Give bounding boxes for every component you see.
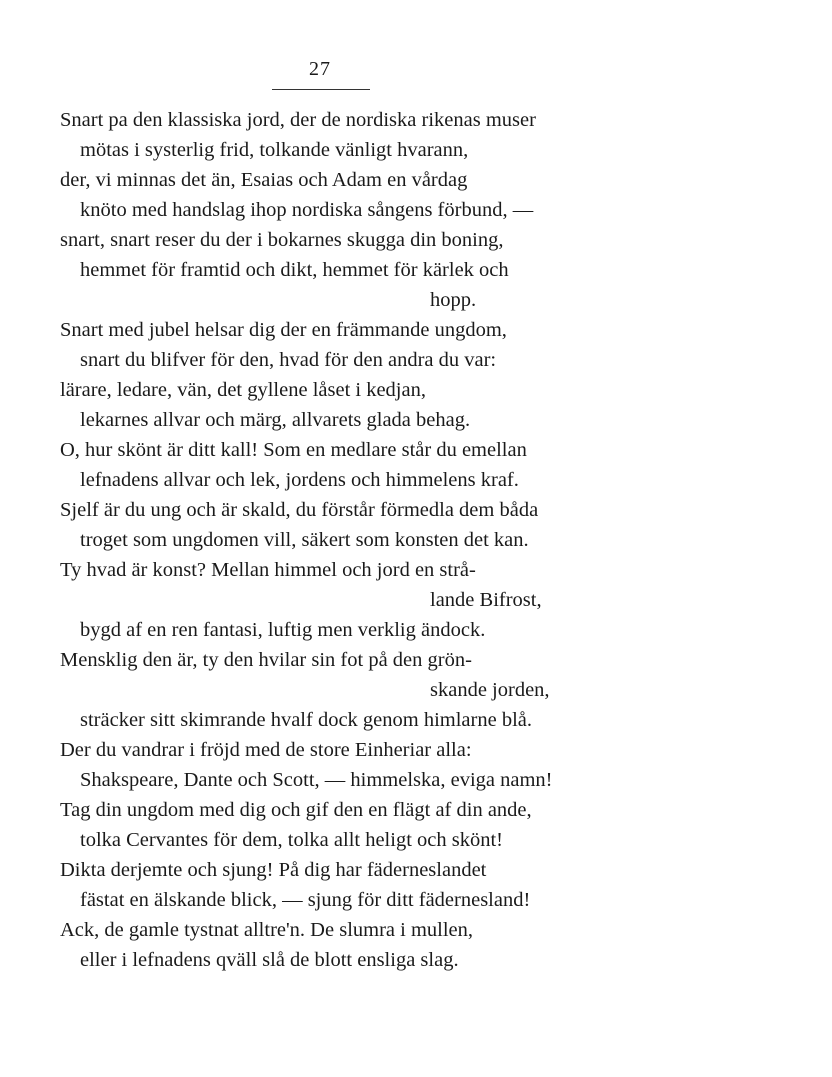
poem-line: lefnadens allvar och lek, jordens och himmelens kraf. <box>80 469 519 491</box>
poem-line: Snart pa den klassiska jord, der de nordiska rikenas muser <box>60 109 536 131</box>
poem-line: Dikta derjemte och sjung! På dig har fäderneslandet <box>60 859 487 881</box>
poem-line-continuation: hopp. <box>430 289 477 311</box>
poem-line: Sjelf är du ung och är skald, du förstår förmedla dem båda <box>60 499 539 521</box>
poem-line: eller i lefnadens qväll slå de blott ensliga slag. <box>80 949 459 971</box>
poem-line-continuation: lande Bifrost, <box>430 589 542 611</box>
poem-line: Ack, de gamle tystnat alltre'n. De slumra i mullen, <box>60 919 474 941</box>
poem-line: Der du vandrar i fröjd med de store Einheriar alla: <box>60 739 472 761</box>
poem-line: sträcker sitt skimrande hvalf dock genom himlarne blå. <box>80 709 533 731</box>
poem-line: mötas i systerlig frid, tolkande vänligt hvarann, <box>80 139 469 161</box>
poem-line: lärare, ledare, vän, det gyllene låset i kedjan, <box>60 379 426 401</box>
poem-line: Shakspeare, Dante och Scott, — himmelska, eviga namn! <box>80 769 553 791</box>
poem-line: snart, snart reser du der i bokarnes skugga din boning, <box>60 229 504 251</box>
poem-line: O, hur skönt är ditt kall! Som en medlare står du emellan <box>60 439 527 461</box>
poem-line: troget som ungdomen vill, säkert som konsten det kan. <box>80 529 529 551</box>
poem-line: lekarnes allvar och märg, allvarets glada behag. <box>80 409 471 431</box>
poem-line: der, vi minnas det än, Esaias och Adam en vårdag <box>60 169 468 191</box>
poem-line-continuation: skande jorden, <box>430 679 550 701</box>
poem-line: hemmet för framtid och dikt, hemmet för kärlek och <box>80 259 509 281</box>
poem-line: snart du blifver för den, hvad för den andra du var: <box>80 349 497 371</box>
poem-line: fästat en älskande blick, — sjung för ditt fädernesland! <box>80 889 531 911</box>
poem-line: Snart med jubel helsar dig der en främmande ungdom, <box>60 319 507 341</box>
poem-line: Tag din ungdom med dig och gif den en flägt af din ande, <box>60 799 532 821</box>
poem-line: tolka Cervantes för dem, tolka allt heligt och skönt! <box>80 829 503 851</box>
poem-line: knöto med handslag ihop nordiska sångens förbund, — <box>80 199 534 221</box>
page-number: 27 <box>309 58 331 80</box>
poem-line: Mensklig den är, ty den hvilar sin fot på den grön- <box>60 649 472 671</box>
poem-line: Ty hvad är konst? Mellan himmel och jord en strå- <box>60 559 476 581</box>
page-number-rule <box>272 89 370 90</box>
poem-line: bygd af en ren fantasi, luftig men verklig ändock. <box>80 619 486 641</box>
